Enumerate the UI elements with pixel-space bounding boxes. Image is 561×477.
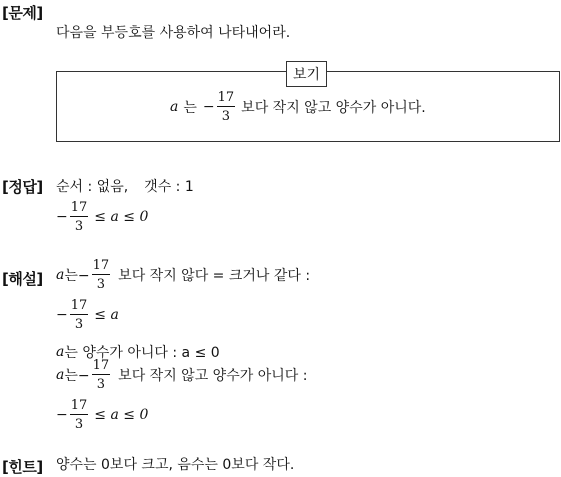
fraction: [92, 358, 111, 392]
fraction: [70, 398, 89, 432]
explanation-text: 는−: [64, 268, 90, 284]
explanation-relation: ≤ a ≤ 0: [94, 407, 149, 423]
answer-count: 갯수 : 1: [144, 179, 194, 195]
fraction-numerator: 17: [92, 258, 110, 273]
hint-label: [힌트]: [2, 458, 43, 476]
fraction-denominator: 3: [221, 109, 231, 124]
var-a: a: [170, 99, 179, 115]
example-text-1: 는: [183, 100, 197, 116]
explanation-text: 는−: [64, 368, 90, 384]
minus-sign: −: [56, 407, 68, 423]
var-a: a: [56, 367, 65, 383]
fraction: [70, 200, 89, 234]
fraction-numerator: 17: [70, 398, 88, 413]
fraction: [92, 258, 111, 292]
minus-sign: −: [56, 307, 68, 323]
fraction: [217, 90, 236, 124]
fraction-denominator: 3: [74, 219, 84, 234]
fraction-denominator: 3: [74, 417, 84, 432]
explanation-line-1: [56, 258, 310, 292]
explanation-label: [해설]: [2, 270, 43, 288]
var-a: a: [56, 344, 65, 360]
minus-sign: −: [202, 99, 215, 115]
answer-label: [정답]: [2, 178, 43, 196]
fraction-denominator: 3: [74, 317, 84, 332]
var-a: a: [56, 267, 65, 283]
fraction-numerator: 17: [70, 200, 88, 215]
explanation-text: 보다 작지 않고 양수가 아니다 :: [118, 368, 308, 384]
fraction-numerator: 17: [70, 298, 88, 313]
problem-label: [문제]: [2, 4, 43, 22]
explanation-text: 보다 작지 않다 = 크거나 같다 :: [118, 268, 311, 284]
fraction-denominator: 3: [96, 277, 106, 292]
fraction-denominator: 3: [96, 377, 106, 392]
hint-text: 양수는 0보다 크고, 음수는 0보다 작다.: [56, 457, 295, 473]
example-text-2: 보다 작지 않고 양수가 아니다.: [241, 100, 426, 116]
problem-instruction: 다음을 부등호를 사용하여 나타내어라.: [56, 25, 291, 41]
explanation-line-4: [56, 358, 307, 392]
explanation-line-2: [56, 298, 119, 332]
explanation-line-5: [56, 398, 148, 432]
explanation-text: 는 양수가 아니다 : a ≤ 0: [64, 345, 220, 361]
fraction: [70, 298, 89, 332]
answer-line-2: [56, 200, 148, 234]
answer-order: 순서 : 없음,: [56, 179, 129, 195]
explanation-relation: ≤ a: [94, 307, 119, 323]
fraction-numerator: 17: [217, 90, 235, 105]
minus-sign: −: [56, 209, 68, 225]
example-statement: [170, 90, 426, 124]
example-box-title: 보기: [286, 61, 327, 87]
fraction-numerator: 17: [92, 358, 110, 373]
answer-line-1: [56, 176, 194, 196]
answer-relation: ≤ a ≤ 0: [94, 209, 149, 225]
